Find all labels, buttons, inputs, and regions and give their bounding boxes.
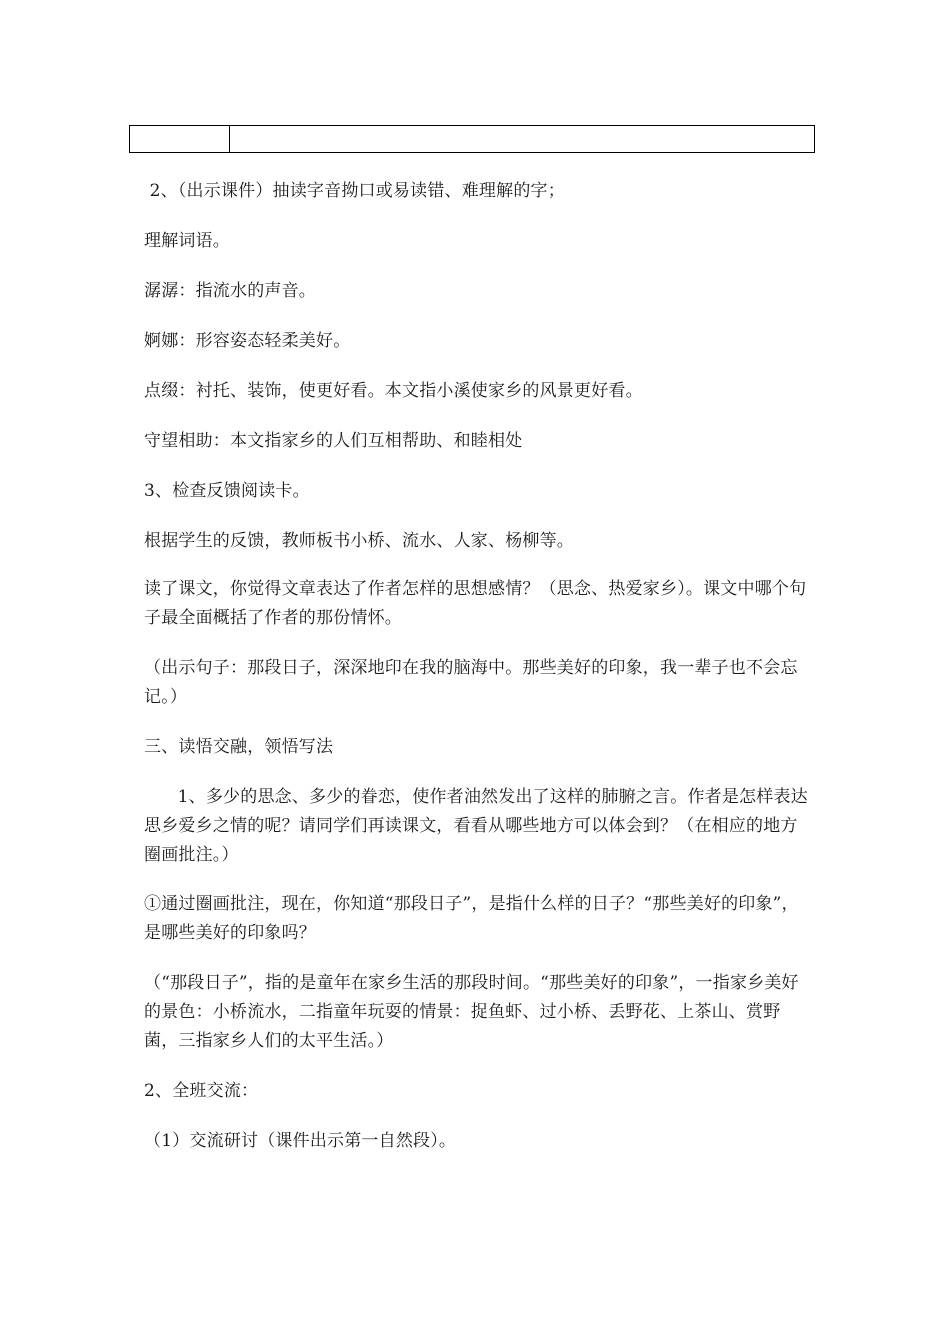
paragraph-discussion: （1）交流研讨（课件出示第一自然段）。 <box>144 1131 457 1151</box>
paragraph-check-feedback: 3、检查反馈阅读卡。 <box>144 481 310 501</box>
paragraph-class-exchange: 2、全班交流： <box>144 1081 259 1101</box>
paragraph-answer-days: （“那段日子”，指的是童年在家乡生活的那段时间。“那些美好的印象”，一指家乡美好的景色：小桥流水，二指童年玩耍的情景：捉鱼虾、过小桥、丢野花、上茶山、赏野菌，三指家乡人们的太平生活。） <box>144 973 799 1051</box>
paragraph-missing-longing: 1、多少的思念、多少的眷恋，使作者油然发出了这样的肺腑之言。作者是怎样表达思乡爱乡之情的呢？请同学们再读课文，看看从哪些地方可以体会到？（在相应的地方圈画批注。） <box>144 787 808 865</box>
table-cell-right <box>230 126 814 152</box>
paragraph-circle-annotate: ①通过圈画批注，现在，你知道“那段日子”，是指什么样的日子？“那些美好的印象”，是哪些美好的印象吗？ <box>144 894 799 943</box>
paragraph-show-sentence: （出示句子：那段日子，深深地印在我的脑海中。那些美好的印象，我一辈子也不会忘记。） <box>144 658 798 707</box>
paragraph-understand-words: 理解词语。 <box>144 231 230 251</box>
table-cell-left <box>130 126 230 152</box>
header-table <box>129 125 815 153</box>
paragraph-word-chanchan: 潺潺：指流水的声音。 <box>144 281 316 301</box>
paragraph-blackboard: 根据学生的反馈，教师板书小桥、流水、人家、杨柳等。 <box>144 531 574 551</box>
paragraph-word-enuo: 婀娜：形容姿态轻柔美好。 <box>144 331 351 351</box>
paragraph-word-shouwang: 守望相助：本文指家乡的人们互相帮助、和睦相处 <box>144 431 523 451</box>
paragraph-question-feelings: 读了课文，你觉得文章表达了作者怎样的思想感情？（思念、热爱家乡）。课文中哪个句子最全面概括了作者的那份情怀。 <box>144 579 807 628</box>
paragraph-read-characters: 2、（出示课件）抽读字音拗口或易读错、难理解的字； <box>144 181 565 201</box>
section-heading-three: 三、读悟交融，领悟写法 <box>144 737 334 757</box>
paragraph-word-dianzhui: 点缀：衬托、装饰，使更好看。本文指小溪使家乡的风景更好看。 <box>144 381 643 401</box>
